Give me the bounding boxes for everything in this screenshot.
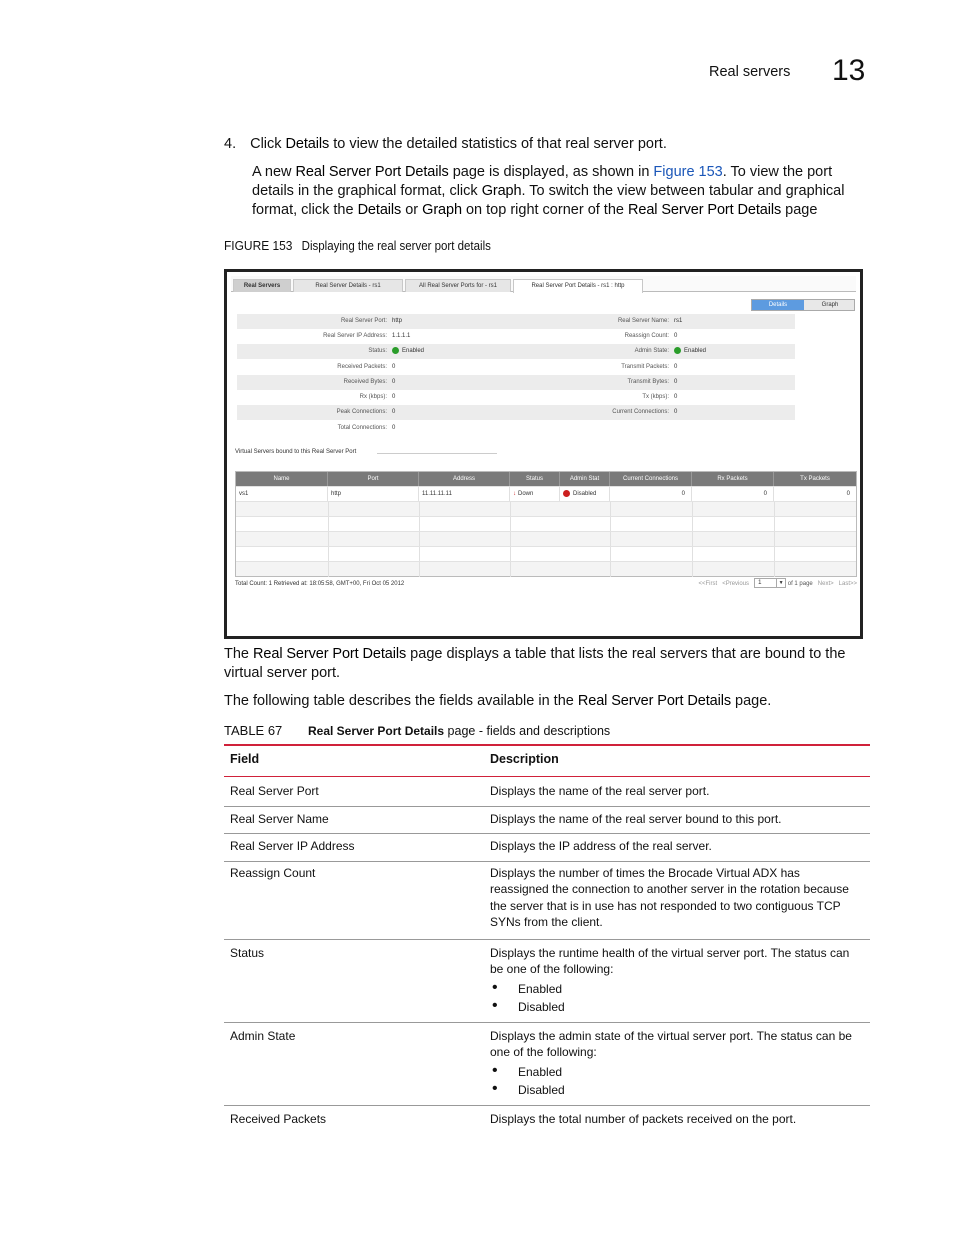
total-count: Total Count: 1 Retrieved at: 18:05:58, GMT+00, Fri Oct 05 2012 xyxy=(235,581,405,587)
page-count: of 1 page xyxy=(787,581,813,587)
previous-page-link[interactable]: <Previous xyxy=(722,581,750,587)
table-row: Real Server IP Address Displays the IP address of the real server. xyxy=(224,834,870,862)
view-toggle xyxy=(751,299,855,311)
col-current-connections[interactable]: Current Connections xyxy=(610,472,692,486)
col-status[interactable]: Status xyxy=(510,472,560,486)
detail-row: Rx (kbps): 0 Tx (kbps): 0 xyxy=(359,394,678,400)
tab-real-servers[interactable]: Real Servers xyxy=(233,279,291,292)
table-intro-paragraph: The following table describes the fields available in the Real Server Port Details page. xyxy=(224,693,772,709)
chevron-down-icon: ▼ xyxy=(776,579,785,587)
table-row xyxy=(236,546,856,561)
section-title: Real servers xyxy=(709,64,791,80)
table-header: Field Description xyxy=(224,746,870,777)
detail-row: Total Connections: 0 xyxy=(337,425,396,431)
intro-paragraph: A new Real Server Port Details page is displayed, as shown in Figure 153. To view the port details in the graphical format, click Graph. To switch the view between tabular and graphical format, click the Details or Graph on top right corner of the Real Server Port Details page xyxy=(252,164,845,218)
virtual-servers-title: Virtual Servers bound to this Real Server Port xyxy=(235,449,357,455)
detail-row: Received Packets: 0 Transmit Packets: 0 xyxy=(337,364,678,370)
table-row xyxy=(236,501,856,516)
detail-row: Status: Enabled Admin State: Enabled xyxy=(237,344,795,359)
table-row: Received Packets Displays the total number of packets received on the port. xyxy=(230,1111,797,1126)
last-page-link[interactable]: Last>> xyxy=(838,581,857,587)
table-caption: TABLE 67 Real Server Port Details page - fields and descriptions xyxy=(224,723,611,738)
table-row: Reassign Count Displays the number of times the Brocade Virtual ADX has reassigned the connection to another server in the rotation because the server that is in use has not responded to two contiguous TCP SYNs from the client. xyxy=(224,862,870,940)
col-port[interactable]: Port xyxy=(328,472,419,486)
divider xyxy=(377,453,497,454)
details-button[interactable]: Details xyxy=(752,300,804,310)
table-header xyxy=(236,472,856,486)
table-row xyxy=(236,561,856,576)
tab-real-server-details[interactable]: Real Server Details - rs1 xyxy=(293,279,403,292)
figure-screenshot xyxy=(224,269,863,639)
detail-row: Real Server Port: http Real Server Name: rs1 xyxy=(237,314,795,329)
col-admin-state[interactable]: Admin Stat xyxy=(560,472,610,486)
page-select[interactable]: 1 ▼ xyxy=(754,578,786,588)
description-paragraph: The Real Server Port Details page displays a table that lists the real servers that are bound to the virtual server port. xyxy=(224,646,846,681)
down-arrow-icon: ↓ xyxy=(513,491,516,497)
table-row xyxy=(236,516,856,531)
table-row: Status Displays the runtime health of the virtual server port. The status can be one of the following: • Enabled • Disabled xyxy=(224,940,870,1023)
col-address[interactable]: Address xyxy=(419,472,510,486)
detail-row: Real Server IP Address: 1.1.1.1 Reassign Count: 0 xyxy=(323,333,678,339)
step-number: 4. xyxy=(224,136,237,152)
first-page-link[interactable]: <<First xyxy=(698,581,718,587)
figure-link[interactable]: Figure 153 xyxy=(653,164,723,180)
chapter-number: 13 xyxy=(832,54,866,87)
next-page-link[interactable]: Next> xyxy=(817,581,834,587)
list-item: • Enabled xyxy=(490,980,860,998)
tab-all-real-server-ports[interactable]: All Real Server Ports for - rs1 xyxy=(405,279,511,292)
disabled-icon xyxy=(563,490,570,497)
list-item: • Enabled xyxy=(490,1063,860,1081)
fields-table xyxy=(224,744,870,1133)
col-rx-packets[interactable]: Rx Packets xyxy=(692,472,774,486)
tab-real-server-port-details[interactable]: Real Server Port Details - rs1 : http xyxy=(513,279,643,293)
pager xyxy=(699,577,858,591)
admin-state-values-list xyxy=(490,1063,860,1099)
table-row xyxy=(236,531,856,546)
detail-row: Peak Connections: 0 Current Connections: 0 xyxy=(237,405,795,420)
list-item: • Disabled xyxy=(490,1081,860,1099)
admin-enabled-icon xyxy=(674,347,681,354)
status-enabled-icon xyxy=(392,347,399,354)
status-values-list xyxy=(490,980,860,1016)
graph-button[interactable]: Graph xyxy=(821,302,839,308)
table-row[interactable]: vs1 http 11.11.11.11 ↓ Down Disabled 0 0 0 xyxy=(236,486,856,501)
tab-bar xyxy=(231,276,856,292)
table-row: Real Server Port Displays the name of the real server port. xyxy=(224,777,870,807)
figure-caption: FIGURE 153 Displaying the real server port details xyxy=(224,238,491,253)
list-item: • Disabled xyxy=(490,998,860,1016)
step-4: 4. Click Details to view the detailed statistics of that real server port. xyxy=(224,136,667,152)
detail-row: Received Bytes: 0 Transmit Bytes: 0 xyxy=(237,375,795,390)
col-tx-packets[interactable]: Tx Packets xyxy=(800,476,830,482)
table-row: Real Server Name Displays the name of the real server bound to this port. xyxy=(224,807,870,835)
col-name[interactable]: Name xyxy=(236,472,328,486)
virtual-servers-table xyxy=(235,471,857,577)
table-row: Admin State Displays the admin state of the virtual server port. The status can be one of the following: • Enabled • Disabled xyxy=(224,1023,870,1106)
table-footer xyxy=(235,577,857,591)
